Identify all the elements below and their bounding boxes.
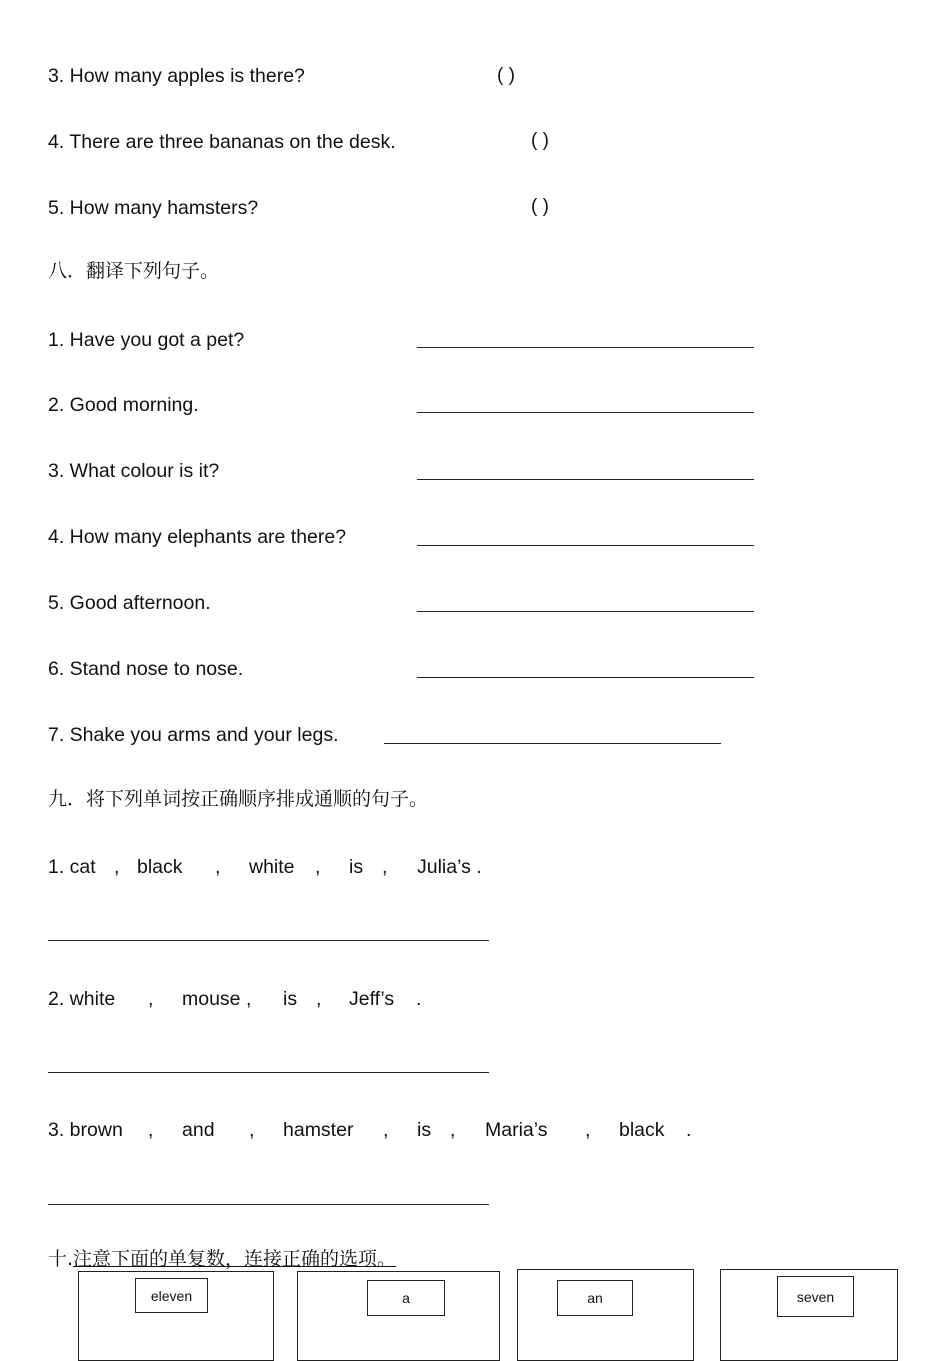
word-token: , [249,1119,255,1141]
word-token: black [619,1119,665,1141]
section9-heading: 九．将下列单词按正确顺序排成通顺的句子。 [48,788,429,810]
word-token: 1. cat [48,856,96,878]
sentence-text: 7. Shake you arms and your legs. [48,724,339,746]
answer-parentheses[interactable]: ( ) [497,65,515,86]
sentence-text: 4. How many elephants are there? [48,526,347,548]
match-box-4 [720,1269,898,1361]
answer-blank[interactable] [417,545,754,546]
question-text: 3. How many apples is there? [48,65,305,87]
word-token: white [249,856,295,878]
word-token: , [382,856,388,878]
word-token: . [686,1119,692,1141]
word-token: is [349,856,364,878]
word-token: black [137,856,183,878]
match-box-1 [78,1271,274,1361]
word-token: mouse , [182,988,252,1010]
answer-blank[interactable] [48,1204,489,1205]
word-label[interactable]: a [367,1280,445,1316]
word-token: 3. brown [48,1119,123,1141]
answer-parentheses[interactable]: ( ) [531,130,549,151]
word-token: is [417,1119,432,1141]
word-token: , [148,1119,154,1141]
word-token: . [416,988,422,1010]
word-token: , [450,1119,456,1141]
match-box-2 [297,1271,500,1361]
word-token: , [215,856,221,878]
word-token: , [114,856,120,878]
answer-blank[interactable] [384,743,721,744]
sentence-text: 6. Stand nose to nose. [48,658,244,680]
sentence-text: 2. Good morning. [48,394,199,416]
answer-blank[interactable] [417,611,754,612]
answer-parentheses[interactable]: ( ) [531,196,549,217]
word-token: hamster [283,1119,354,1141]
word-token: 2. white [48,988,116,1010]
word-token: , [585,1119,591,1141]
word-token: Jeff’s [349,988,395,1010]
section10-number: 十. [48,1248,74,1270]
question-text: 4. There are three bananas on the desk. [48,131,396,153]
word-label[interactable]: an [557,1280,633,1316]
match-box-3 [517,1269,694,1361]
word-token: Julia’s . [417,856,482,878]
question-text: 5. How many hamsters? [48,197,259,219]
answer-blank[interactable] [417,347,754,348]
word-token: , [148,988,154,1010]
answer-blank[interactable] [48,940,489,941]
word-token: Maria’s [485,1119,548,1141]
answer-blank[interactable] [48,1072,489,1073]
section10-instruction: 注意下面的单复数，连接正确的选项。 [73,1248,397,1270]
sentence-text: 5. Good afternoon. [48,592,211,614]
word-label[interactable]: eleven [135,1278,208,1313]
word-token: , [315,856,321,878]
section8-heading: 八．翻译下列句子。 [48,260,220,282]
word-token: , [316,988,322,1010]
answer-blank[interactable] [417,412,754,413]
sentence-text: 3. What colour is it? [48,460,220,482]
word-token: , [383,1119,389,1141]
answer-blank[interactable] [417,677,754,678]
word-token: and [182,1119,215,1141]
word-label[interactable]: seven [777,1276,854,1317]
word-token: is [283,988,298,1010]
section10-heading [48,1250,396,1269]
answer-blank[interactable] [417,479,754,480]
sentence-text: 1. Have you got a pet? [48,329,245,351]
